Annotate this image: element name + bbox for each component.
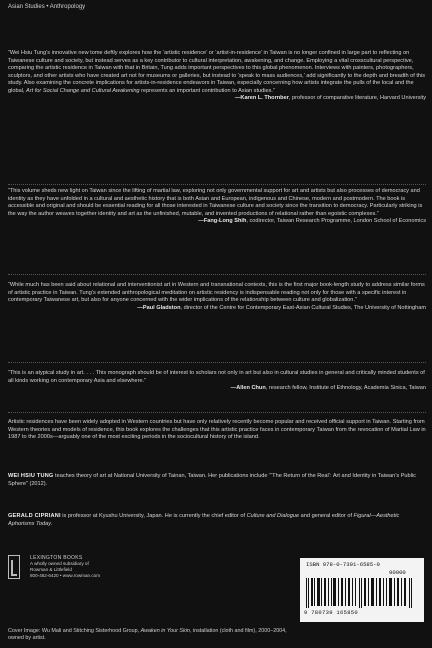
- publisher-block: [8, 555, 168, 595]
- isbn-text: ISBN 978-0-7391-6585-0: [306, 561, 380, 568]
- book-summary: Artistic residences have been widely adopted in Western countries but have only relatively recently become popular and received official support in Taiwan. Starting from Western theories and models of residence, this book explores the challenges that this artistic practice faces in contemporary Taiwan from the revocation of Martial Law in 1987 to the 2000s—arguably one of the most exciting periods in the sociocultural history of the island.: [8, 419, 426, 440]
- quoted-book-title: Art for Social Change and Cultural Awakening: [26, 87, 140, 94]
- price-code: 90000: [389, 569, 406, 576]
- divider: [8, 412, 426, 413]
- author-bio-tung: WEI HSIU TUNG teaches theory of art at National University of Tainan, Taiwan. Her publications include “‘The Return of the Real’: Art and Identity in Taiwan’s Public Sphere” (2012).: [8, 473, 416, 487]
- quote-chun: [8, 370, 426, 393]
- quote-thornber: [8, 50, 426, 103]
- divider: [8, 362, 426, 363]
- barcode-digits: 9 780739 165850: [304, 609, 359, 616]
- cover-image-credit: Cover Image: Wu Mali and Stitching Sisterhood Group, Awaken in Your Skin, installation (cloth and film), 2000–2004, owned by artist.: [8, 628, 287, 641]
- barcode-bars: [306, 578, 416, 608]
- quote-text: “This volume sheds new light on Taiwan since the lifting of martial law, exploring not only governmental support for art and artists but also processes of democracy and identity as they have unfolded in a cultural and aesthetic history that is both Asian and European, indigenous and Chinese, modern and postmodern. The book is accessible and original and should be essential reading for all those interested in Taiwanese culture and society since the transition to democracy. Particularly striking is the way the author weaves together identity and art as the unfinished, mutable, and invented productions of relational rather than egoistic complexes.”: [8, 188, 423, 217]
- quote-gladston: [8, 282, 426, 312]
- quote-shih: [8, 188, 426, 226]
- publisher-info: LEXINGTON BOOKS A wholly owned subsidiary of Rowman & Littlefield 800-462-6420 • www.rowman.com: [30, 555, 101, 578]
- author-name: WEI HSIU TUNG: [8, 473, 54, 479]
- divider: [8, 274, 426, 275]
- editor-bio-cipriani: GERALD CIPRIANI is professor at Kyushu University, Japan. He is currently the chief editor of Culture and Dialogue and general editor of Figural—Aesthetic Aphorisms Today.: [8, 513, 400, 527]
- publisher-name: LEXINGTON BOOKS: [30, 555, 83, 561]
- isbn-barcode: [300, 558, 424, 622]
- lexington-logo-icon: [8, 555, 20, 579]
- author-name: GERALD CIPRIANI: [8, 513, 61, 519]
- divider: [8, 184, 426, 185]
- quote-text: “While much has been said about relational and interventionist art in Western and transnational contexts, this is the first major book-length study to address similar forms of artistic practice in Taiwan. Tung’s extended anthropological meditation on artistic residency is indispensable reading not only for those with a specific interest in contemporary Taiwanese art, but also for anyone concerned with the wider implications of the relationship between culture and globalization.”: [8, 282, 425, 303]
- quote-attribution: —Karen L. Thornber, professor of comparative literature, Harvard University: [234, 95, 426, 101]
- quote-attribution: —Fang-Long Shih, codirector, Taiwan Research Programme, London School of Economics: [198, 218, 426, 224]
- category-label: Asian Studies • Anthropology: [8, 4, 86, 10]
- quote-text: “Wei Hsiu Tung’s innovative new tome deftly explores how the ‘artistic residence’ or ‘artist-in-residence’ in Taiwan is no longer confined in large part to reflecting on Taiwanese culture and society, but instead serves as a key contributor to cultural interpretation, awakening, and change. Employing a vital crosscultural perspective, comparing the artistic residence in Taiwan with that in Britain, Tung adds important perspectives to this global phenomenon. Interviews with painters, photographers, sculptors, and other artists who have created art not for museums or galleries, but instead to ‘speak to mass audiences,’ add significantly to the depth and breadth of this study. Also examining the concrete implications for artists-in-residence endeavors in Taiwan, especially concerning how artists integrate the pulls of the local and the global, Art for Social Change and Cultural Awakening represents an important contribution to Asian studies.”: [8, 50, 426, 94]
- quote-attribution: —Allen Chun, research fellow, Institute of Ethnology, Academia Sinica, Taiwan: [230, 385, 426, 391]
- quote-attribution: —Paul Gladston, director of the Centre for Contemporary East-Asian Cultural Studies, The University of Nottingham: [137, 304, 426, 311]
- quote-text: “This is an atypical study in art. . . . This monograph should be of interest to scholars not only in art but also in cultural studies in general and critically minded students of all kinds working on contemporary Asia and elsewhere.”: [8, 370, 425, 384]
